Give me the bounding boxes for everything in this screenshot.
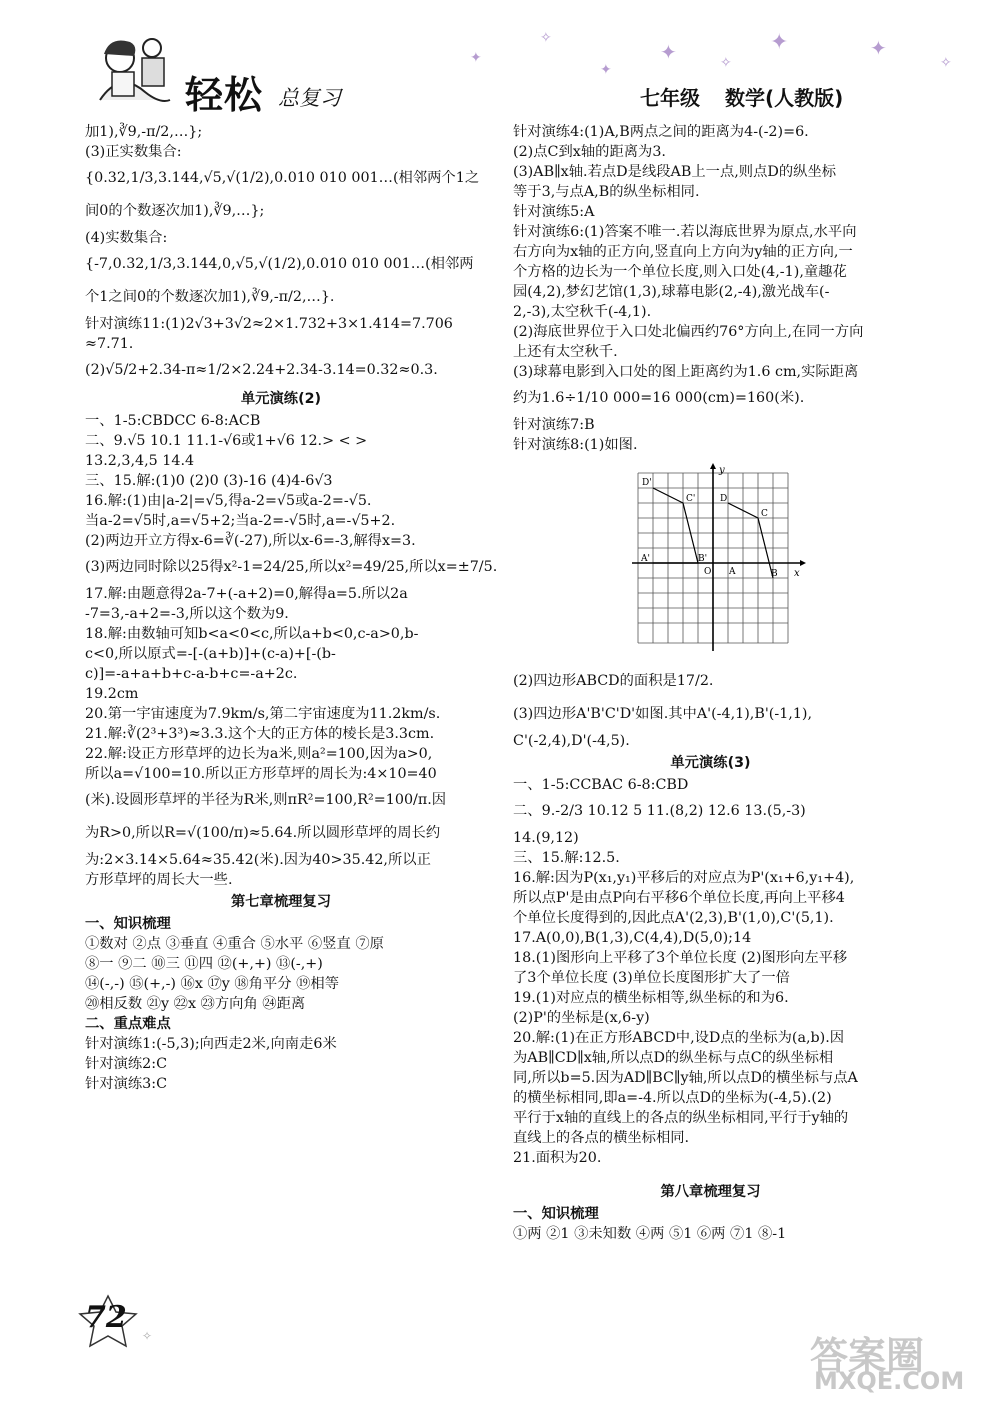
book-subtitle: 总复习 (278, 86, 341, 110)
y-axis-label: y (719, 465, 725, 476)
answer-line: 13.2,3,4,5 14.4 (85, 453, 195, 469)
answer-line: 二、9.-2/3 10.12 5 11.(8,2) 12.6 13.(5,-3) (513, 803, 806, 819)
answer-line: 一、1-5:CBDCC 6-8:ACB (85, 413, 261, 429)
answer-line: 加1),∛9,-π/2,…}; (85, 124, 203, 140)
answer-line: ①数对 ②点 ③垂直 ④重合 ⑤水平 ⑥竖直 ⑦原 (85, 936, 384, 952)
answer-line: -7=3,-a+2=-3,所以这个数为9. (85, 606, 289, 622)
star-icon: ✧ (940, 55, 952, 71)
section-title: 单元演练(3) (670, 755, 751, 771)
answer-line: 22.解:设正方形草坪的边长为a米,则a²=100,因为a>0, (85, 746, 433, 762)
star-icon: ✦ (870, 36, 887, 60)
answer-line: ⑳相反数 ㉑y ㉒x ㉓方向角 ㉔距离 (85, 996, 306, 1012)
answer-line: (米).设圆形草坪的半径为R米,则πR²=100,R²=100/π.因 (85, 792, 447, 808)
answer-line: 针对演练2:C (85, 1056, 168, 1072)
point-label: B' (698, 554, 708, 564)
point-label: B (771, 569, 778, 579)
book-title: 轻松 (185, 73, 264, 117)
answer-line: 针对演练6:(1)答案不唯一.若以海底世界为原点,水平向 (513, 224, 857, 240)
point-label: C' (686, 494, 696, 504)
answer-line: 针对演练3:C (85, 1076, 168, 1092)
answer-line: 二、9.√5 10.1 11.1-√6或1+√6 12.> < > (85, 433, 368, 449)
answer-line: 针对演练4:(1)A,B两点之间的距离为4-(-2)=6. (513, 124, 809, 140)
answer-line: (2)海底世界位于入口处北偏西约76°方向上,在同一方向 (513, 324, 864, 340)
answer-line: 21.解:∛(2³+3³)≈3.3.这个大的正方体的棱长是3.3cm. (85, 726, 435, 742)
answer-line: 17.解:由题意得2a-7+(-a+2)=0,解得a=5.所以2a (85, 586, 408, 602)
coordinate-grid-figure (628, 463, 808, 653)
answer-line: (3)AB∥x轴.若点D是线段AB上一点,则点D的纵坐标 (513, 164, 837, 180)
answer-line: 所以点P'是由点P向右平移6个单位长度,再向上平移4 (513, 890, 845, 906)
answer-line: 21.面积为20. (513, 1150, 602, 1166)
answer-line: 17.A(0,0),B(1,3),C(4,4),D(5,0);14 (513, 930, 752, 946)
answer-line: 19.(1)对应点的横坐标相等,纵坐标的和为6. (513, 990, 789, 1006)
answer-line: {0.32,1/3,3.14̇4̇,√5,√(1/2),0.010 010 001…(相邻两个1之 (85, 170, 480, 186)
watermark-line1: 答案圈 (810, 1334, 925, 1378)
answer-line: (2)点C到x轴的距离为3. (513, 144, 666, 160)
answer-line: 了3个单位长度 (3)单位长度图形扩大了一倍 (513, 970, 790, 986)
header-grade-subject (640, 82, 861, 111)
answer-line: 针对演练1:(-5,3);向西走2米,向南走6米 (85, 1036, 337, 1052)
answer-line: 个1之间0的个数逐次加1),∛9,-π/2,…}. (85, 289, 335, 305)
subsection-title: 一、知识梳理 (85, 916, 171, 932)
answer-line: 个方格的边长为一个单位长度,则入口处(4,-1),童趣花 (513, 264, 847, 280)
origin-label: O (704, 567, 712, 577)
x-axis-label: x (794, 568, 800, 579)
point-label: A' (641, 554, 650, 564)
answer-line: 针对演练8:(1)如图. (513, 437, 638, 453)
answer-line: 为AB∥CD∥x轴,所以点D的纵坐标与点C的纵坐标相 (513, 1050, 834, 1066)
point-label: D' (642, 478, 652, 488)
answer-line: (3)两边同时除以25得x²-1=24/25,所以x²=49/25,所以x=±7/5. (85, 559, 498, 575)
watermark-line2: MXQE.COM (814, 1367, 965, 1395)
answer-line: 个单位长度得到的,因此点A'(2,3),B'(1,0),C'(5,1). (513, 910, 834, 926)
answer-line: 的横坐标相同,即a=-4.所以点D的坐标为(-4,5).(2) (513, 1090, 832, 1106)
answer-line: C'(-2,4),D'(-4,5). (513, 733, 630, 749)
answer-line: 右方向为x轴的正方向,竖直向上方向为y轴的正方向,一 (513, 244, 853, 260)
page-header (0, 0, 1000, 120)
answer-line: (2)四边形ABCD的面积是17/2. (513, 673, 714, 689)
page-number: 72 (85, 1300, 127, 1335)
left-column (85, 122, 498, 1094)
star-icon: ✧ (720, 55, 732, 71)
answer-line: 2,-3),太空秋千(-4,1). (513, 304, 652, 320)
answer-line: 方形草坪的周长大一些. (85, 872, 233, 888)
answer-line: 所以a=√100=10.所以正方形草坪的周长为:4×10=40 (85, 766, 437, 782)
answer-line: 同,所以b=5.因为AD∥BC∥y轴,所以点D的横坐标与点A (513, 1070, 858, 1086)
answer-line: 三、15.解:(1)0 (2)0 (3)-16 (4)4-6√3 (85, 473, 333, 489)
answer-line: 上还有太空秋千. (513, 344, 618, 360)
grade-label: 七年级 (640, 86, 700, 110)
subsection-title: 一、知识梳理 (513, 1206, 599, 1222)
answer-line: (3)球幕电影到入口处的图上距离约为1.6 cm,实际距离 (513, 364, 859, 380)
answer-line: (3)正实数集合: (85, 144, 182, 160)
answer-line: 平行于x轴的直线上的各点的纵坐标相同,平行于y轴的 (513, 1110, 849, 1126)
star-icon: ✦ (770, 30, 789, 55)
answer-line: 20.解:(1)在正方形ABCD中,设D点的坐标为(a,b).因 (513, 1030, 845, 1046)
answer-line: 等于3,与点A,B的纵坐标相同. (513, 184, 700, 200)
answer-line: 间0的个数逐次加1),∛9,…}; (85, 203, 265, 219)
answer-line: 14.(9,12) (513, 830, 579, 846)
star-icon: ✧ (540, 30, 552, 46)
answer-line: 直线上的各点的横坐标相同. (513, 1130, 690, 1146)
star-icon: ✦ (660, 40, 677, 64)
answer-line: (3)四边形A'B'C'D'如图.其中A'(-4,1),B'(-1,1), (513, 706, 813, 722)
section-title: 第八章梳理复习 (660, 1184, 761, 1200)
svg-text:✧: ✧ (142, 1329, 153, 1343)
star-icon: ✦ (470, 50, 482, 66)
answer-line: c<0,所以原式=-[-(a+b)]+(c-a)+[-(b- (85, 646, 336, 662)
answer-line: ⑧一 ⑨二 ⑩三 ⑪四 ⑫(+,+) ⑬(-,+) (85, 956, 323, 972)
point-label: D (720, 494, 728, 504)
answer-line: (2)两边开立方得x-6=∛(-27),所以x-6=-3,解得x=3. (85, 533, 416, 549)
answer-line: c)]=-a+a+b+c-a-b+c=-a+2c. (85, 666, 298, 682)
right-column (513, 122, 908, 1244)
cartoon-illustration (90, 30, 175, 110)
answer-line: 为R>0,所以R=√(100/π)≈5.64.所以圆形草坪的周长约 (85, 825, 441, 841)
answer-line: {-7,0.32,1/3,3.14̇4̇,0,√5,√(1/2),0.010 010 001…(相邻两 (85, 256, 474, 272)
answer-line: 约为1.6÷1/10 000=16 000(cm)=160(米). (513, 390, 805, 406)
answer-line: 一、1-5:CCBAC 6-8:CBD (513, 777, 689, 793)
answer-line: 针对演练7:B (513, 417, 595, 433)
answer-line: 三、15.解:12.5. (513, 850, 620, 866)
answer-line: 20.第一宇宙速度为7.9km/s,第二宇宙速度为11.2km/s. (85, 706, 441, 722)
star-icon: ✦ (600, 62, 612, 78)
answer-line: 16.解:因为P(x₁,y₁)平移后的对应点为P'(x₁+6,y₁+4), (513, 870, 855, 886)
answer-line: 针对演练11:(1)2√3+3√2≈2×1.732+3×1.414=7.706 (85, 316, 453, 332)
section-title: 第七章梳理复习 (230, 894, 332, 910)
answer-line: (2)√5/2+2.34-π≈1/2×2.24+2.34-3.14=0.32≈0.3. (85, 362, 438, 378)
point-label: C (761, 509, 768, 519)
point-label: A (729, 567, 736, 577)
answer-line: 18.(1)图形向上平移了3个单位长度 (2)图形向左平移 (513, 950, 848, 966)
answer-line: (2)P'的坐标是(x,6-y) (513, 1010, 650, 1026)
answer-line: 当a-2=√5时,a=√5+2;当a-2=-√5时,a=-√5+2. (85, 513, 396, 529)
section-title: 单元演练(2) (240, 391, 322, 407)
answer-line: 19.2cm (85, 686, 139, 702)
answer-line: 16.解:(1)由|a-2|=√5,得a-2=√5或a-2=-√5. (85, 493, 372, 509)
answer-line: 为:2×3.14×5.64≈35.42(米).因为40>35.42,所以正 (85, 852, 431, 868)
subject-label: 数学(人教版) (724, 86, 844, 110)
watermark (800, 1325, 990, 1400)
answer-line: ≈7.71. (85, 336, 134, 352)
answer-line: (4)实数集合: (85, 230, 168, 246)
subsection-title: 二、重点难点 (85, 1016, 171, 1032)
answer-line: ①两 ②1 ③未知数 ④两 ⑤1 ⑥两 ⑦1 ⑧-1 (513, 1226, 787, 1242)
answer-line: 园(4,2),梦幻艺馆(1,3),球幕电影(2,-4),激光战车(- (513, 284, 830, 300)
answer-line: ⑭(-,-) ⑮(+,-) ⑯x ⑰y ⑱角平分 ⑲相等 (85, 976, 339, 992)
answer-line: 18.解:由数轴可知b<a<0<c,所以a+b<0,c-a>0,b- (85, 626, 419, 642)
answer-line: 针对演练5:A (513, 204, 595, 220)
